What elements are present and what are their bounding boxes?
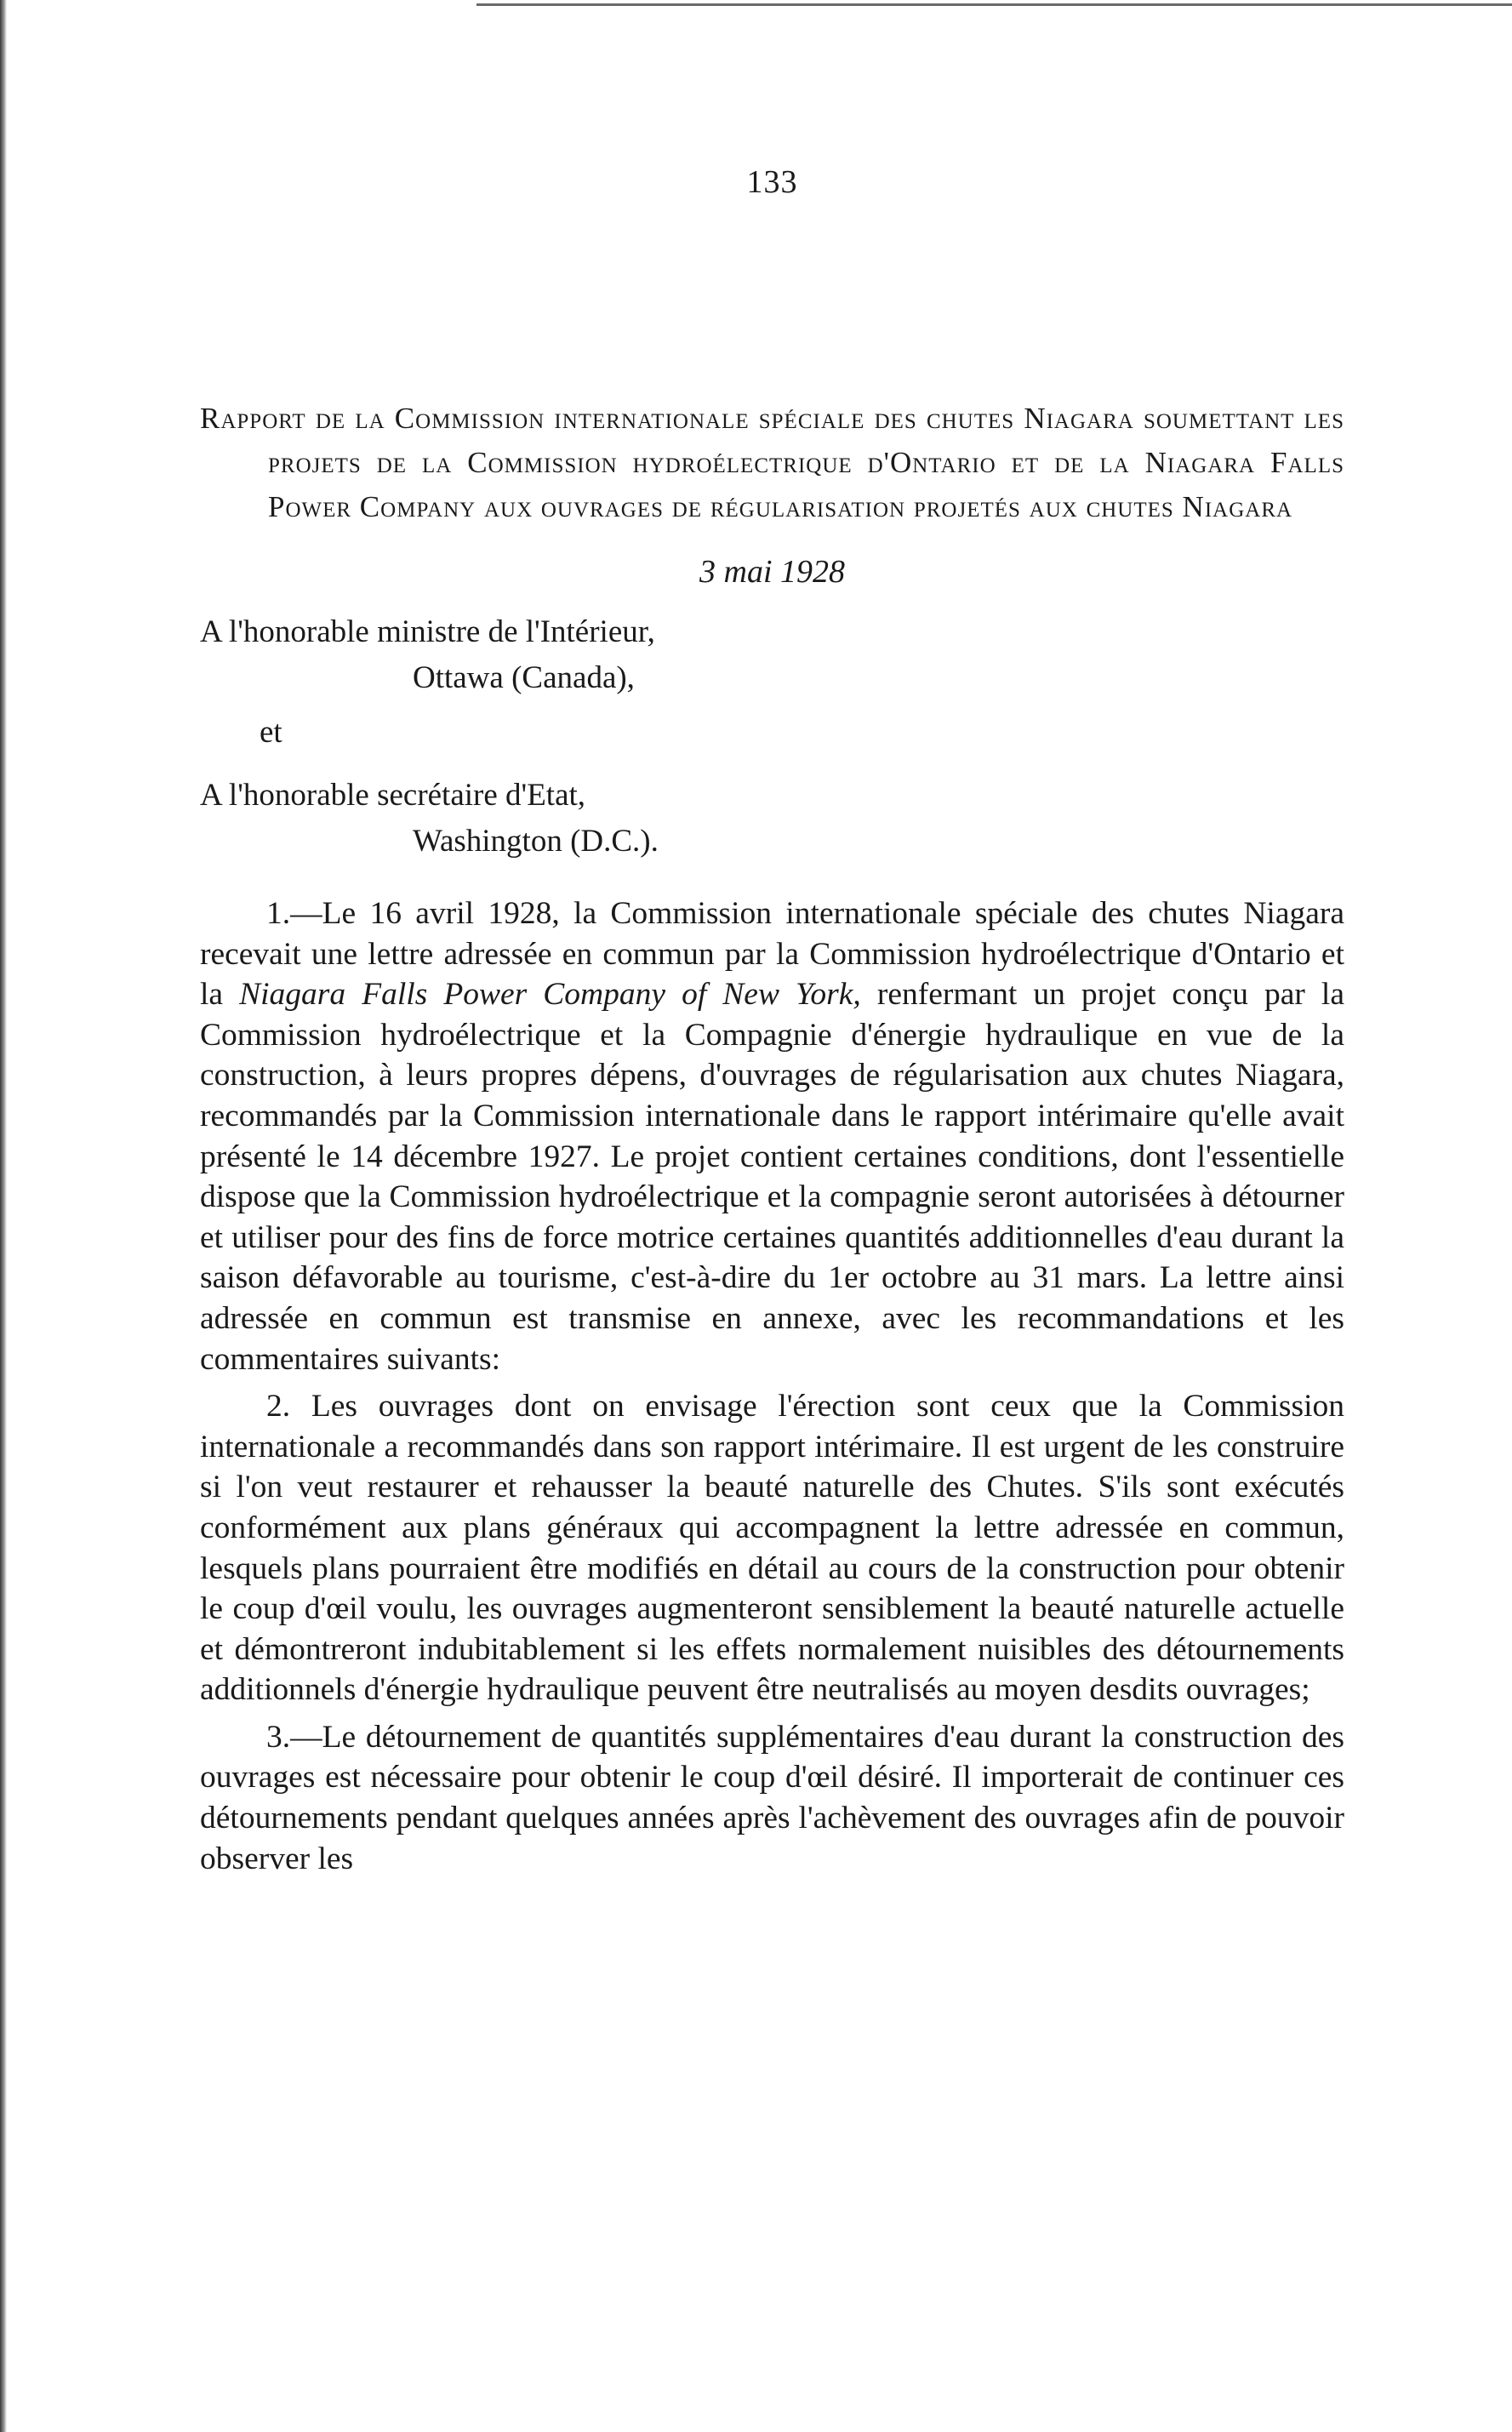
paragraph-1-text-a: 1.—Le 16 avril 1928, la Commission internationale spéciale des chutes Niagara recevait une lettre adressée en commun par la Commission hydroélectrique d'Ontario et la [200, 896, 1344, 1013]
paragraph-1-company-name: Niagara Falls Power Company of New York, [239, 977, 861, 1013]
report-date: 3 mai 1928 [699, 554, 845, 590]
address-ottawa: Ottawa (Canada), [413, 660, 635, 695]
address-secretary: A l'honorable secrétaire d'Etat, [200, 778, 586, 813]
address-conjunction: et [260, 715, 282, 750]
paragraph-2: 2. Les ouvrages dont on envisage l'érection sont ceux que la Commission internationale a recommandés dans son rapport intérimaire. Il est urgent de les construire si l'on veut restaurer et rehausser la beauté naturelle des Chutes. S'ils sont exécutés conformément aux plans généraux qui accompagnent la lettre adressée en commun, lesquels plans pourraient être modifiés en détail au cours de la construction pour obtenir le coup d'œil voulu, les ouvrages augmenteront sensiblement la beauté naturelle actuelle et démontreront indubitablement si les effets normalement nuisibles des détournements additionnels d'énergie hydraulique peuvent être neutralisés au moyen desdits ouvrages; [200, 1389, 1344, 1708]
page-number: 133 [746, 164, 798, 200]
scan-edge-left [0, 0, 7, 2432]
paragraph-3: 3.—Le détournement de quantités supplémentaires d'eau durant la construction des ouvrages est nécessaire pour obtenir le coup d'œil désiré. Il importerait de continuer ces détournements pendant quelques années après l'achèvement des ouvrages afin de pouvoir observer les [200, 1719, 1344, 1876]
document-page [200, 145, 1344, 1879]
address-minister: A l'honorable ministre de l'Intérieur, [200, 614, 655, 649]
address-washington: Washington (D.C.). [413, 824, 659, 859]
paragraph-1 [200, 893, 1344, 1379]
scan-edge-top [476, 3, 1512, 6]
paragraph-1-text-b: renfermant un projet conçu par la Commission hydroélectrique et la Compagnie d'énergie hydraulique en vue de la construction, à leurs propres dépens, d'ouvrages de régularisation aux chutes Niagara, recommandés par la Commission internationale dans le rapport intérimaire qu'elle avait présenté le 14 décembre 1927. Le projet contient certaines conditions, dont l'essentielle dispose que la Commission hydroélectrique et la compagnie seront autorisées à détourner et utiliser pour des fins de force motrice certaines quantités additionnelles d'eau durant la saison défavorable au tourisme, c'est-à-dire du 1er octobre au 31 mars. La lettre ainsi adressée en commun est transmise en annexe, avec les recommandations et les commentaires suivants: [200, 977, 1344, 1377]
report-title: Rapport de la Commission internationale spéciale des chutes Niagara soumettant les projets de la Commission hydroélectrique d'Ontario et de la Niagara Falls Power Company aux ouvrages de régularisation projetés aux chutes Niagara [200, 402, 1344, 523]
